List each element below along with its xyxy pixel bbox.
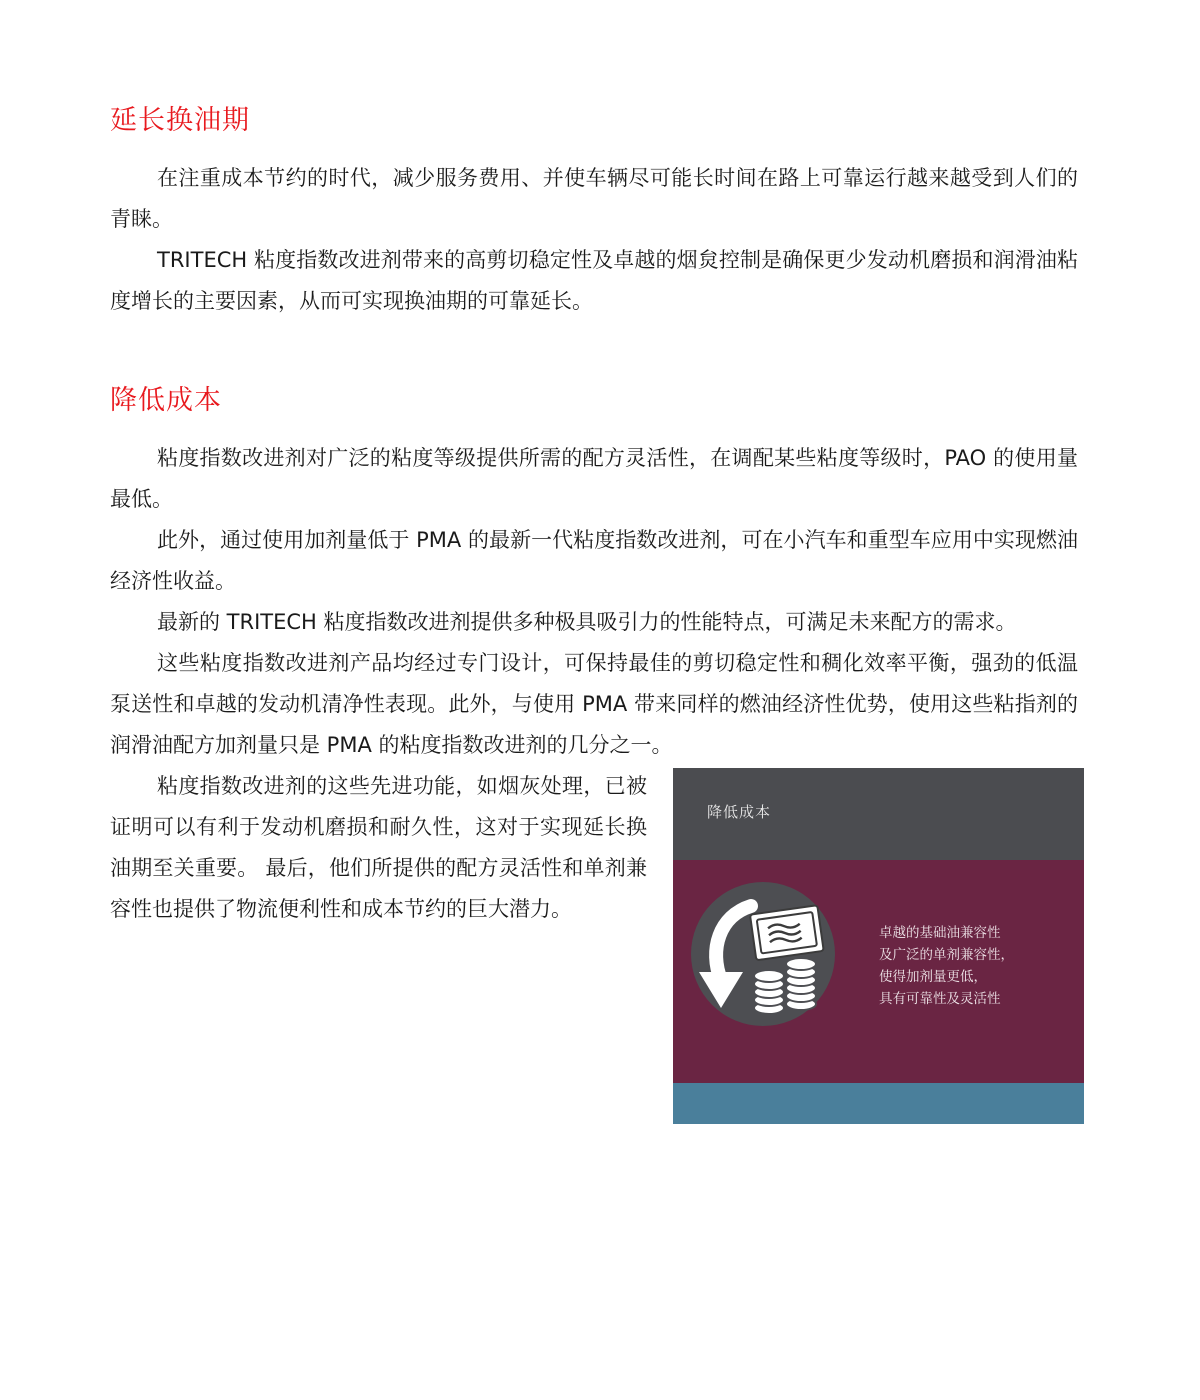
infographic-footer [673,1083,1084,1124]
infographic-body [673,860,1084,1083]
paragraph: 这些粘度指数改进剂产品均经过专门设计，可保持最佳的剪切稳定性和稠化效率平衡，强劲的低温泵送性和卓越的发动机清净性表现。此外，与使用 PMA 带来同样的燃油经济性优势，使用这些粘指剂的润滑油配方加剂量只是 PMA 的粘度指数改进剂的几分之一。 [110,651,1078,757]
section-heading-reduce-cost: 降低成本 [110,385,222,416]
section-reduce-cost-body [110,438,1078,1124]
money-down-arrow-icon [689,880,837,1028]
paragraph: TRITECH 粘度指数改进剂带来的高剪切稳定性及卓越的烟炱控制是确保更少发动机磨损和润滑油粘度增长的主要因素，从而可实现换油期的可靠延长。 [110,248,1078,313]
infographic-title: 降低成本 [707,803,772,821]
paragraph: 此外，通过使用加剂量低于 PMA 的最新一代粘度指数改进剂，可在小汽车和重型车应用中实现燃油经济性收益。 [110,528,1078,593]
reduce-cost-infographic [673,768,1084,1124]
caption-line: 及广泛的单剂兼容性， [879,947,1014,963]
paragraph: 最新的 TRITECH 粘度指数改进剂提供多种极具吸引力的性能特点，可满足未来配方的需求。 [157,610,1017,634]
caption-line: 具有可靠性及灵活性 [879,991,1001,1007]
caption-line: 卓越的基础油兼容性 [879,925,1001,941]
infographic-caption [879,922,1079,1010]
paragraph: 粘度指数改进剂对广泛的粘度等级提供所需的配方灵活性，在调配某些粘度等级时，PAO 的使用量最低。 [110,446,1078,511]
paragraph: 在注重成本节约的时代，减少服务费用、并使车辆尽可能长时间在路上可靠运行越来越受到人们的青睐。 [110,166,1078,231]
caption-line: 使得加剂量更低， [879,969,987,985]
section-heading-extend-drain: 延长换油期 [110,105,250,136]
section-extend-drain-body [110,158,1078,322]
infographic-header [673,768,1084,860]
paragraph: 粘度指数改进剂的这些先进功能，如烟灰处理，已被证明可以有利于发动机磨损和耐久性，这对于实现延长换油期至关重要。 最后，他们所提供的配方灵活性和单剂兼容性也提供了物流便利性和成本节约的巨大潜力。 [110,774,647,921]
